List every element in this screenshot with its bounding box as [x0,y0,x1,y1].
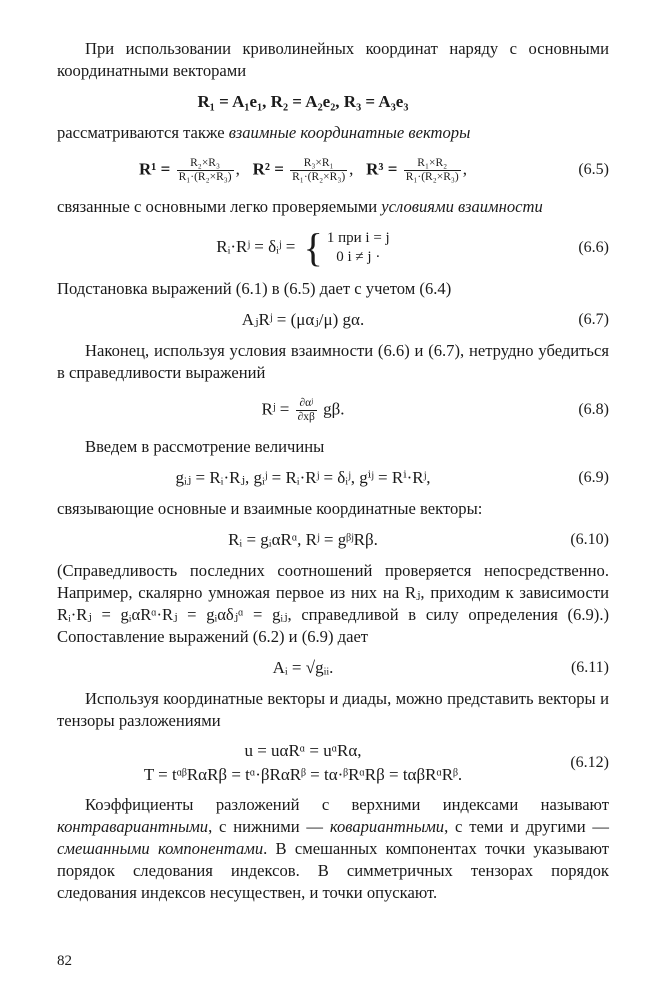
paragraph-verification: (Справедливость последних соотношений проверяется непосредственно. Например, скалярно умножая первое из них на Rⱼ, приходим к зависимости Rᵢ·Rⱼ = gᵢαRᵅ·Rⱼ = gᵢαδⱼᵅ = gᵢⱼ, справедливой в силу определения (6.9).) Сопоставление выражений (6.2) и (6.9) дает [57,561,609,646]
equation-6-12 [57,738,609,788]
eq66-case1: 1 при i = j [326,230,390,246]
eq65-r2-fraction [290,157,347,184]
equation-number-6-8: (6.8) [578,401,609,418]
equation-6-6-body [57,225,549,270]
eq65-r1-denominator: R₁·(R₂×R₃) [178,170,232,183]
equation-basis-body: R₁ = A₁e₁, R₂ = A₂e₂, R₃ = A₃e₃ [197,92,409,111]
components-text-4: . В смешанных компонентах точки указывают порядок следования индексов. В симметричных тензорах порядок следования индексов несуществен, и точки опускают. [57,839,610,902]
paragraph-intro: При использовании криволинейных координат наряду с основными координатными векторами [57,39,609,80]
term-contravariant: контравариантными [57,817,209,836]
eq612-line2: T = tᵅᵝRαRβ = tᵅ·βRαRᵝ = tα·ᵝRᵅRβ = tαβRᵅRᵝ. [143,765,463,784]
eq66-case2: 0 i ≠ j · [336,249,381,265]
equation-6-11-body: Aᵢ = √gᵢᵢ. [272,658,334,677]
paragraph-reciprocity [57,196,609,218]
equation-number-6-9: (6.9) [578,469,609,486]
eq65-r3-lhs: R³ = [366,158,398,178]
equation-6-8 [57,390,609,430]
eq65-r1-numerator: R₂×R₃ [177,157,234,171]
equation-6-7 [57,306,609,334]
equation-number-6-5: (6.5) [578,161,609,178]
eq66-brace [300,225,390,270]
page-body [57,38,609,904]
paragraph-reciprocity-text: связанные с основными легко проверяемыми [57,197,378,216]
equation-number-6-12: (6.12) [570,754,609,771]
paragraph-finally: Наконец, используя условия взаимности (6.6) и (6.7), нетрудно убедиться в справедливости выражений [57,341,609,382]
equation-6-8-body [57,397,549,424]
equation-number-6-10: (6.10) [570,531,609,548]
term-mixed-components: смешанными компонентами [57,839,264,858]
eq65-r1-fraction [177,157,234,184]
components-text-2: , с нижними — [208,817,323,836]
equation-6-10 [57,526,609,554]
equation-6-6 [57,224,609,272]
equation-6-9 [57,464,609,492]
components-text-3: , с теми и другими — [444,817,609,836]
equation-basis-vectors [57,88,609,116]
left-brace-icon: { [303,225,323,270]
equation-6-11 [57,654,609,682]
page-number: 82 [57,953,72,969]
eq65-r3-fraction [404,157,461,184]
eq68-rhs: gβ. [323,398,345,418]
paragraph-linking: связывающие основные и взаимные координатные векторы: [57,499,483,518]
eq612-line1: u = uαRᵅ = uᵅRα, [244,741,362,760]
equation-number-6-6: (6.6) [578,239,609,256]
term-reciprocal-vectors: взаимные координатные векторы [228,123,471,142]
eq65-r3-numerator: R₁×R₂ [404,157,461,171]
equation-6-12-body [57,739,549,787]
eq66-lhs: Rᵢ·Rʲ = δᵢʲ = [216,236,296,256]
eq68-lhs: Rʲ = [261,398,290,418]
eq68-denominator: ∂xβ [297,410,315,423]
paragraph-components [57,794,609,904]
eq68-fraction [296,397,317,424]
paragraph-reciprocal-text: рассматриваются также [57,123,225,142]
paragraph-expansions: Используя координатные векторы и диады, можно представить векторы и тензоры разложениями [57,689,609,730]
equation-number-6-11: (6.11) [570,659,609,676]
paragraph-substitution: Подстановка выражений (6.1) в (6.5) дает с учетом (6.4) [57,279,452,298]
eq65-r2-numerator: R₃×R₁ [290,157,347,171]
eq65-r3-denominator: R₁·(R₂×R₃) [405,170,459,183]
eq65-r2-denominator: R₁·(R₂×R₃) [292,170,346,183]
equation-6-5-body: R¹ = $\frac{\text{R₂×R₃}}{\text{R₁·(R₂×R₃)}}$ , R² = $\frac{\text{R₃×R₁}}{\text{R₁·(R₂×R₃)}}$ , R³ = $\frac{\text{R₁×R₂}}{\text{R₁·(R₂×R₃)}}$ , [139,156,467,183]
equation-6-7-body: AⱼRʲ = (μαⱼ/μ) gα. [241,310,365,329]
equation-6-9-body: gᵢⱼ = Rᵢ·Rⱼ, gᵢʲ = Rᵢ·Rʲ = δᵢʲ, gⁱʲ = Rⁱ·Rʲ, [175,468,431,487]
paragraph-introduce: Введем в рассмотрение величины [85,437,325,456]
term-covariant: ковариантными [329,817,445,836]
equation-6-10-body: Rᵢ = gᵢαRᵅ, Rʲ = gᵝʲRβ. [228,530,378,549]
components-text-1: Коэффициенты разложений с верхними индексами называют [85,795,609,814]
eq66-cases [327,229,390,267]
eq68-numerator: ∂αʲ [296,397,317,411]
equation-6-5 [57,150,609,190]
eq65-r2-lhs: R² = [252,158,284,178]
eq65-r1-lhs: R¹ = [139,158,171,178]
term-reciprocity-conditions: условиями взаимности [381,197,543,216]
paragraph-reciprocal-intro [57,122,609,144]
equation-number-6-7: (6.7) [578,311,609,328]
